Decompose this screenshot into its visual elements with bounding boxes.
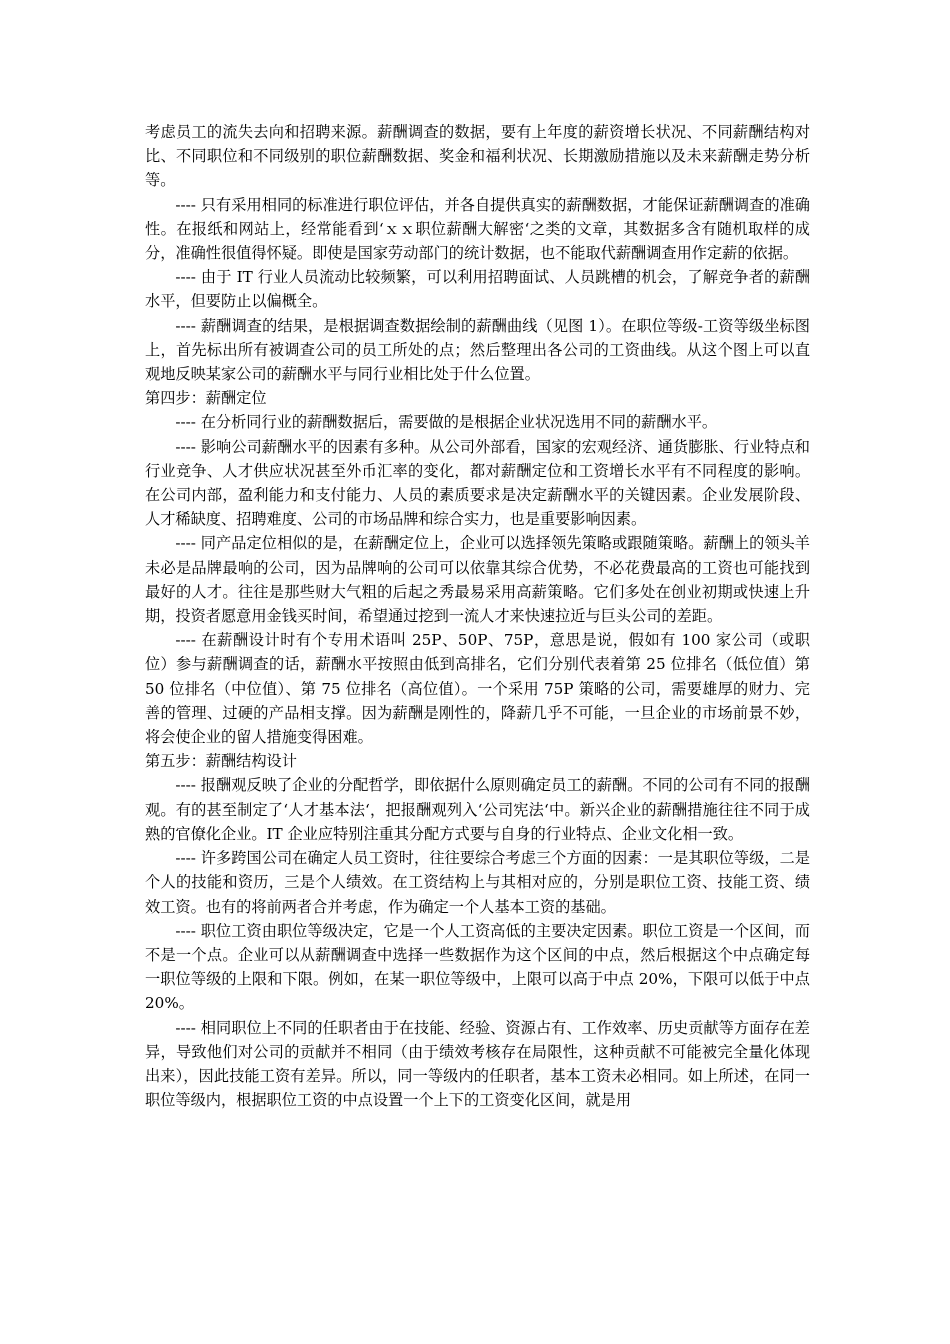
paragraph-continuation: 考虑员工的流失去向和招聘来源。薪酬调查的数据，要有上年度的薪资增长状况、不同薪酬结构对比、不同职位和不同级别的职位薪酬数据、奖金和福利状况、长期激励措施以及未来薪酬走势分析等。 bbox=[145, 123, 810, 190]
paragraph: ---- 相同职位上不同的任职者由于在技能、经验、资源占有、工作效率、历史贡献等方面存在差异，导致他们对公司的贡献并不相同（由于绩效考核存在局限性，这种贡献不可能被完全量化体现出来），因此技能工资有差异。所以，同一等级内的任职者，基本工资未必相同。如上所述，在同一职位等级内，根据职位工资的中点设置一个上下的工资变化区间，就是用 bbox=[145, 1018, 810, 1110]
paragraph: ---- 在薪酬设计时有个专用术语叫 25P、50P、75P，意思是说，假如有 100 家公司（或职位）参与薪酬调查的话，薪酬水平按照由低到高排名，它们分别代表着第 25 位排名（低位值）第 50 位排名（中位值）、第 75 位排名（高位值）。一个采用 75P 策略的公司，需要雄厚的财力、完善的管理、过硬的产品相支撑。因为薪酬是刚性的，降薪几乎不可能，一旦企业的市场前景不妙，将会使企业的留人措施变得困难。 bbox=[145, 631, 810, 747]
document-body bbox=[145, 120, 810, 1112]
paragraph: ---- 薪酬调查的结果，是根据调查数据绘制的薪酬曲线（见图 1）。在职位等级-工资等级坐标图上，首先标出所有被调查公司的员工所处的点；然后整理出各公司的工资曲线。从这个图上可以直观地反映某家公司的薪酬水平与同行业相比处于什么位置。 bbox=[145, 316, 810, 384]
paragraph: ---- 只有采用相同的标准进行职位评估，并各自提供真实的薪酬数据，才能保证薪酬调查的准确性。在报纸和网站上，经常能看到‘ｘｘ职位薪酬大解密‘之类的文章，其数据多含有随机取样的成分，准确性很值得怀疑。即使是国家劳动部门的统计数据，也不能取代薪酬调查用作定薪的依据。 bbox=[145, 195, 810, 263]
paragraph: ---- 在分析同行业的薪酬数据后，需要做的是根据企业状况选用不同的薪酬水平。 bbox=[175, 413, 718, 432]
section-heading-step-5: 第五步：薪酬结构设计 bbox=[145, 752, 297, 771]
section-heading-step-4: 第四步：薪酬定位 bbox=[145, 389, 267, 408]
paragraph: ---- 报酬观反映了企业的分配哲学，即依据什么原则确定员工的薪酬。不同的公司有不同的报酬观。有的甚至制定了‘人才基本法‘，把报酬观列入‘公司宪法‘中。新兴企业的薪酬措施往往不同于成熟的官僚化企业。IT 企业应特别注重其分配方式要与自身的行业特点、企业文化相一致。 bbox=[145, 776, 810, 843]
paragraph: ---- 许多跨国公司在确定人员工资时，往往要综合考虑三个方面的因素：一是其职位等级，二是个人的技能和资历，三是个人绩效。在工资结构上与其相对应的，分别是职位工资、技能工资、绩效工资。也有的将前两者合并考虑，作为确定一个人基本工资的基础。 bbox=[145, 849, 810, 916]
paragraph: ---- 职位工资由职位等级决定，它是一个人工资高低的主要决定因素。职位工资是一个区间，而不是一个点。企业可以从薪酬调查中选择一些数据作为这个区间的中点，然后根据这个中点确定每一职位等级的上限和下限。例如，在某一职位等级中，上限可以高于中点 20%，下限可以低于中点 20%。 bbox=[145, 921, 810, 1013]
paragraph: ---- 由于 IT 行业人员流动比较频繁，可以利用招聘面试、人员跳槽的机会，了解竞争者的薪酬水平，但要防止以偏概全。 bbox=[145, 268, 810, 311]
paragraph: ---- 同产品定位相似的是，在薪酬定位上，企业可以选择领先策略或跟随策略。薪酬上的领头羊未必是品牌最响的公司，因为品牌响的公司可以依靠其综合优势，不必花费最高的工资也可能找到最好的人才。往往是那些财大气粗的后起之秀最易采用高薪策略。它们多处在创业初期或快速上升期，投资者愿意用金钱买时间，希望通过挖到一流人才来快速拉近与巨头公司的差距。 bbox=[145, 534, 810, 626]
paragraph: ---- 影响公司薪酬水平的因素有多种。从公司外部看，国家的宏观经济、通货膨胀、行业特点和行业竞争、人才供应状况甚至外币汇率的变化，都对薪酬定位和工资增长水平有不同程度的影响。在公司内部，盈利能力和支付能力、人员的素质要求是决定薪酬水平的关键因素。企业发展阶段、人才稀缺度、招聘难度、公司的市场品牌和综合实力，也是重要影响因素。 bbox=[145, 437, 810, 529]
